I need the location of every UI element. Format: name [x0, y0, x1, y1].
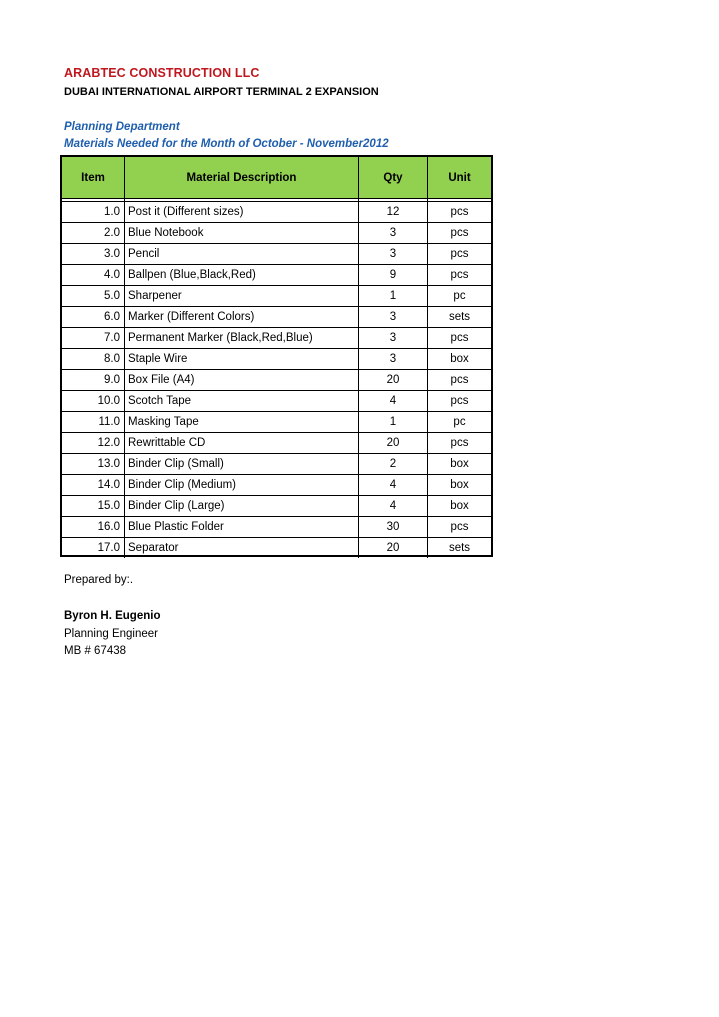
table-row	[62, 390, 491, 411]
cell-qty: 1	[359, 285, 428, 306]
cell-description: Pencil	[125, 243, 359, 264]
cell-item: 5.0	[62, 285, 125, 306]
table-row	[62, 264, 491, 285]
cell-unit: pc	[428, 285, 491, 306]
cell-description: Blue Plastic Folder	[125, 516, 359, 537]
document-title: Materials Needed for the Month of October - November2012	[64, 138, 389, 150]
cell-description: Blue Notebook	[125, 222, 359, 243]
cell-description: Ballpen (Blue,Black,Red)	[125, 264, 359, 285]
cell-qty: 3	[359, 222, 428, 243]
project-name: DUBAI INTERNATIONAL AIRPORT TERMINAL 2 EXPANSION	[64, 86, 379, 98]
materials-table	[60, 155, 493, 557]
cell-unit: pcs	[428, 222, 491, 243]
cell-description: Sharpener	[125, 285, 359, 306]
column-header-qty: Qty	[359, 157, 428, 199]
cell-unit: pcs	[428, 327, 491, 348]
preparer-role: Planning Engineer	[64, 628, 158, 640]
cell-item: 15.0	[62, 495, 125, 516]
prepared-by-label: Prepared by:.	[64, 574, 134, 586]
table-row	[62, 327, 491, 348]
department-name: Planning Department	[64, 121, 180, 133]
cell-unit: box	[428, 453, 491, 474]
cell-unit: pcs	[428, 243, 491, 264]
cell-qty: 20	[359, 432, 428, 453]
cell-qty: 4	[359, 495, 428, 516]
cell-qty: 4	[359, 474, 428, 495]
cell-description: Post it (Different sizes)	[125, 201, 359, 222]
cell-description: Box File (A4)	[125, 369, 359, 390]
column-header-item: Item	[62, 157, 125, 199]
cell-description: Scotch Tape	[125, 390, 359, 411]
cell-unit: box	[428, 495, 491, 516]
cell-unit: pcs	[428, 432, 491, 453]
cell-qty: 12	[359, 201, 428, 222]
table-row	[62, 243, 491, 264]
table-row	[62, 285, 491, 306]
table-row	[62, 369, 491, 390]
table-header-row	[62, 157, 491, 199]
cell-qty: 3	[359, 348, 428, 369]
table-row	[62, 306, 491, 327]
table-row	[62, 432, 491, 453]
cell-item: 13.0	[62, 453, 125, 474]
cell-unit: pcs	[428, 516, 491, 537]
preparer-name: Byron H. Eugenio	[64, 610, 161, 622]
table-row	[62, 222, 491, 243]
column-header-unit: Unit	[428, 157, 491, 199]
cell-description: Binder Clip (Large)	[125, 495, 359, 516]
table-row	[62, 474, 491, 495]
cell-qty: 30	[359, 516, 428, 537]
cell-unit: box	[428, 474, 491, 495]
cell-item: 14.0	[62, 474, 125, 495]
cell-item: 9.0	[62, 369, 125, 390]
cell-unit: pcs	[428, 264, 491, 285]
table-row	[62, 348, 491, 369]
table-row	[62, 411, 491, 432]
cell-item: 4.0	[62, 264, 125, 285]
table-row	[62, 453, 491, 474]
cell-unit: pc	[428, 411, 491, 432]
cell-qty: 4	[359, 390, 428, 411]
cell-item: 1.0	[62, 201, 125, 222]
cell-description: Binder Clip (Small)	[125, 453, 359, 474]
cell-unit: sets	[428, 306, 491, 327]
cell-qty: 1	[359, 411, 428, 432]
preparer-mb-number: MB # 67438	[64, 645, 127, 657]
table-row	[62, 537, 491, 558]
cell-unit: box	[428, 348, 491, 369]
cell-item: 12.0	[62, 432, 125, 453]
table-row	[62, 516, 491, 537]
cell-unit: pcs	[428, 201, 491, 222]
cell-qty: 2	[359, 453, 428, 474]
cell-qty: 9	[359, 264, 428, 285]
cell-unit: sets	[428, 537, 491, 558]
cell-description: Rewrittable CD	[125, 432, 359, 453]
cell-description: Masking Tape	[125, 411, 359, 432]
cell-item: 2.0	[62, 222, 125, 243]
cell-description: Permanent Marker (Black,Red,Blue)	[125, 327, 359, 348]
cell-unit: pcs	[428, 369, 491, 390]
table-row	[62, 495, 491, 516]
cell-item: 7.0	[62, 327, 125, 348]
cell-item: 6.0	[62, 306, 125, 327]
cell-qty: 20	[359, 369, 428, 390]
cell-description: Separator	[125, 537, 359, 558]
cell-item: 3.0	[62, 243, 125, 264]
cell-description: Marker (Different Colors)	[125, 306, 359, 327]
table-body	[62, 201, 491, 558]
cell-qty: 20	[359, 537, 428, 558]
cell-qty: 3	[359, 327, 428, 348]
cell-item: 10.0	[62, 390, 125, 411]
cell-description: Binder Clip (Medium)	[125, 474, 359, 495]
cell-item: 17.0	[62, 537, 125, 558]
cell-item: 16.0	[62, 516, 125, 537]
column-header-description: Material Description	[125, 157, 359, 199]
cell-qty: 3	[359, 243, 428, 264]
cell-qty: 3	[359, 306, 428, 327]
cell-item: 8.0	[62, 348, 125, 369]
cell-unit: pcs	[428, 390, 491, 411]
table-row	[62, 201, 491, 222]
cell-description: Staple Wire	[125, 348, 359, 369]
cell-item: 11.0	[62, 411, 125, 432]
company-name: ARABTEC CONSTRUCTION LLC	[64, 66, 260, 80]
